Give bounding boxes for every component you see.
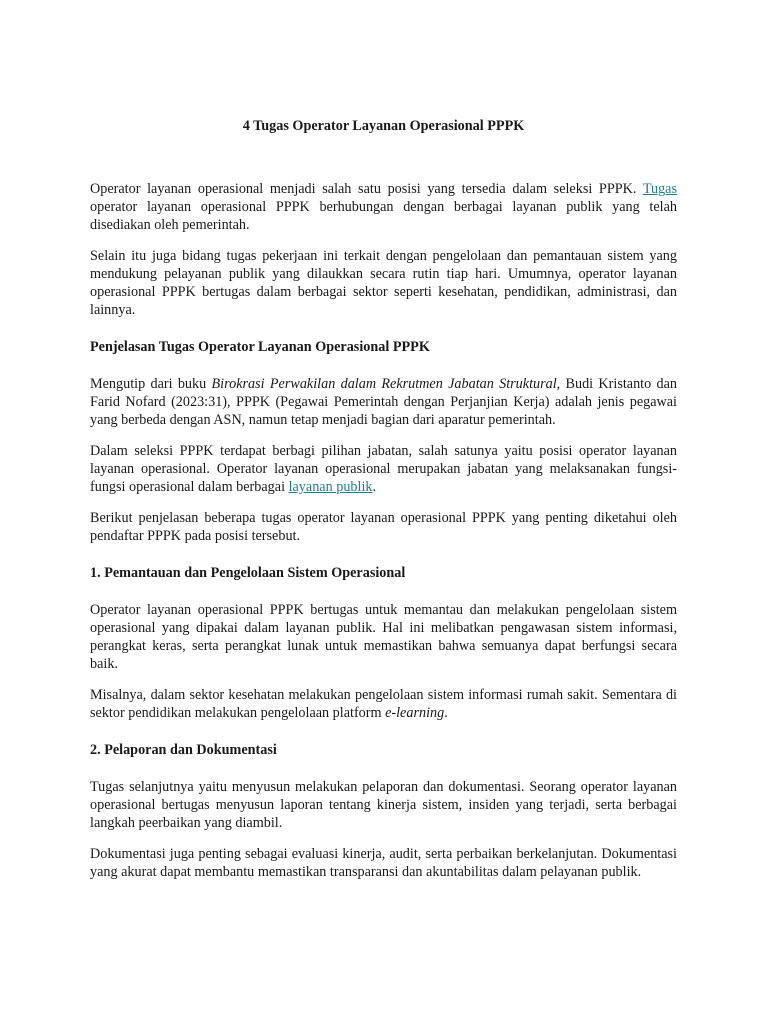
penjelasan-p2-text-after: . [372,479,377,495]
document-page [90,117,677,894]
section-1-paragraph-1: Operator layanan operasional PPPK bertugas untuk memantau dan melakukan pengelolaan sistem operasional yang dipakai dalam layanan publik. Hal ini melibatkan pengawasan sistem informasi, perangkat keras, serta perangkat lunak untuk memastikan bahwa semuanya dapat berfungsi secara baik. [90,602,677,672]
penjelasan-paragraph-1 [90,375,677,429]
intro-p1-text-after: operator layanan operasional PPPK berhubungan dengan berbagai layanan publik yang telah disediakan oleh pemerintah. [90,199,677,233]
intro-p1-text-before: Operator layanan operasional menjadi salah satu posisi yang tersedia dalam seleksi PPPK. [90,181,643,197]
layanan-publik-link[interactable]: layanan publik [288,479,373,495]
section-1-p2-text-before: Misalnya, dalam sektor kesehatan melakukan pengelolaan sistem informasi rumah sakit. Sementara di sektor pendidikan melakukan pengelolaan platform [90,687,677,721]
penjelasan-p1-text-after: , Budi Kristanto dan Farid Nofard (2023:31), PPPK (Pegawai Pemerintah dengan Perjanjian Kerja) adalah jenis pegawai yang berbeda dengan ASN, namun tetap menjadi bagian dari aparatur pemerintah. [90,376,677,428]
intro-paragraph-2: Selain itu juga bidang tugas pekerjaan ini terkait dengan pengelolaan dan pemantauan sistem yang mendukung pelayanan publik yang dilaukkan secara rutin tiap hari. Umumnya, operator layanan operasional PPPK bertugas dalam berbagai sektor seperti kesehatan, pendidikan, administrasi, dan lainnya. [90,248,677,318]
section-heading-1: 1. Pemantauan dan Pengelolaan Sistem Operasional [90,565,406,581]
intro-paragraph-1 [90,180,677,234]
penjelasan-p2-text-before: Dalam seleksi PPPK terdapat berbagi pilihan jabatan, salah satunya yaitu posisi operator layanan layanan operasional. Operator layanan operasional merupakan jabatan yang melaksanakan fungsi-fungsi operasional dalam berbagai [90,443,677,495]
section-1-paragraph-2 [90,686,677,722]
section-heading-2: 2. Pelaporan dan Dokumentasi [90,742,277,758]
section-2-paragraph-1: Tugas selanjutnya yaitu menyusun melakukan pelaporan dan dokumentasi. Seorang operator layanan operasional bertugas menyusun laporan tentang kinerja sistem, insiden yang terjadi, serta berbagai langkah peerbaikan yang diambil. [90,779,677,831]
penjelasan-paragraph-3: Berikut penjelasan beberapa tugas operator layanan operasional PPPK yang penting diketahui oleh pendaftar PPPK pada posisi tersebut. [90,510,677,544]
section-1-p2-text-after: . [444,705,448,721]
book-title: Birokrasi Perwakilan dalam Rekrutmen Jabatan Struktural [211,376,557,392]
penjelasan-p1-text-before: Mengutip dari buku [90,376,212,392]
penjelasan-paragraph-2 [90,442,677,496]
section-2-paragraph-2: Dokumentasi juga penting sebagai evaluasi kinerja, audit, serta perbaikan berkelanjutan. Dokumentasi yang akurat dapat membantu memastikan transparansi dan akuntabilitas dalam pelayanan publik. [90,846,677,880]
document-title: 4 Tugas Operator Layanan Operasional PPPK [242,118,525,134]
tugas-link[interactable]: Tugas [642,181,677,197]
e-learning-term: e-learning [385,705,445,721]
section-heading-penjelasan: Penjelasan Tugas Operator Layanan Operasional PPPK [90,339,430,355]
